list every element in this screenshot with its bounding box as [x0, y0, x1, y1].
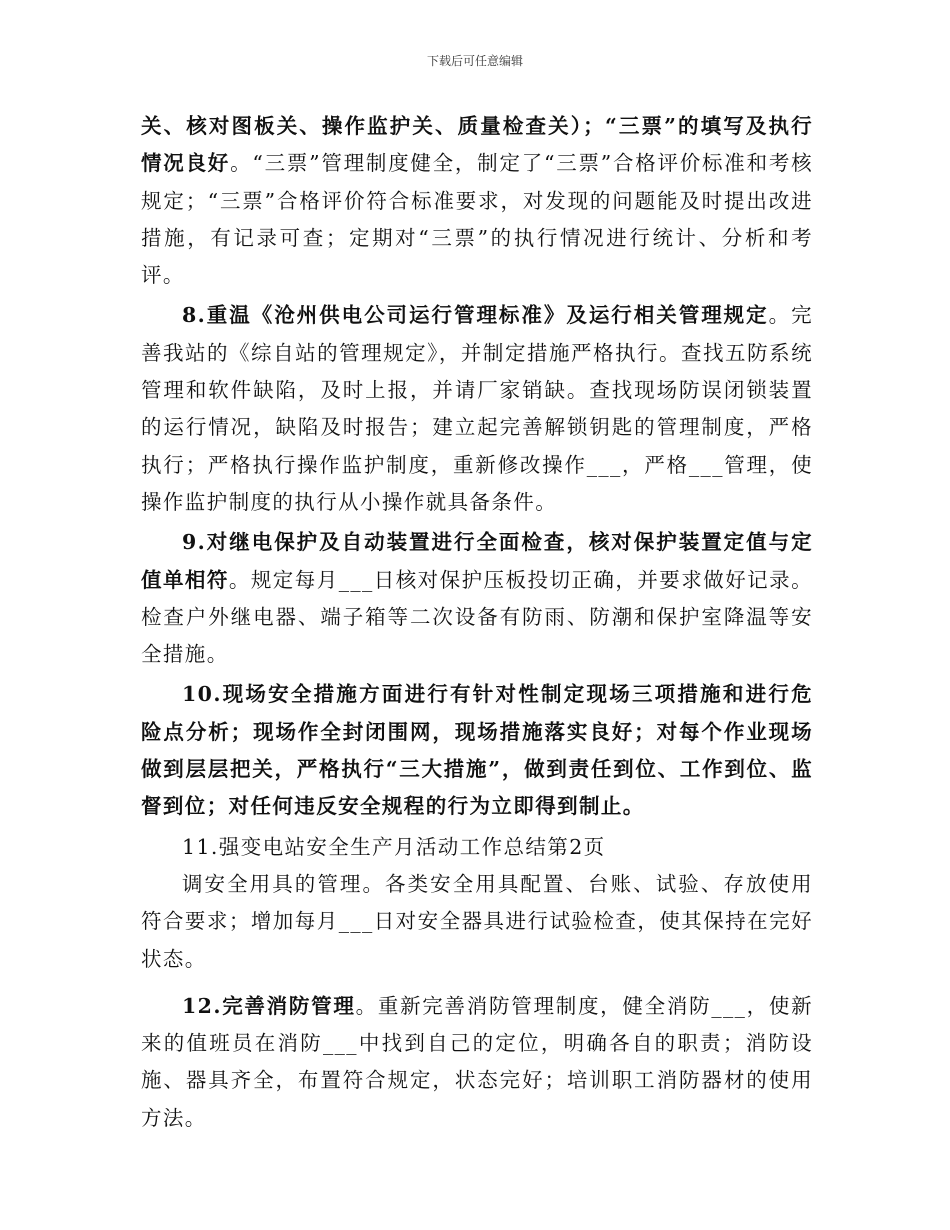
paragraph-text: 。规定每月___日核对保护压板投切正确，并要求做好记录。检查户外继电器、端子箱等二次设备有防雨、防潮和保护室降温等安全措施。: [141, 567, 813, 667]
paragraph-item-11-body: 调安全用具的管理。各类安全用具配置、台账、试验、存放使用符合要求；增加每月___日对安全器具进行试验检查，使其保持在完好状态。: [141, 871, 813, 971]
document-body: [141, 108, 813, 1137]
paragraph-text: 。完善我站的《综自站的管理规定》，并制定措施严格执行。查找五防系统管理和软件缺陷，及时上报，并请厂家销缺。查找现场防误闭锁装置的运行情况，缺陷及时报告；建立起完善解锁钥匙的管理制度，严格执行；严格执行操作监护制度，重新修改操作___，严格___管理，使操作监护制度的执行从小操作就具备条件。: [141, 303, 813, 514]
paragraph-text: 。重新完善消防管理制度，健全消防___，使新来的值班员在消防___中找到自己的定位，明确各自的职责；消防设施、器具齐全，布置符合规定，状态完好；培训职工消防器材的使用方法。: [141, 993, 813, 1130]
paragraph-bold-lead: 8.重温《沧州供电公司运行管理标准》及运行相关管理规定: [182, 303, 769, 328]
paragraph-three-tickets: [141, 108, 813, 294]
paragraph-item-10: [141, 676, 813, 825]
page-header: 下载后可任意编辑: [426, 54, 523, 68]
paragraph-item-12: [141, 988, 813, 1137]
paragraph-item-9: [141, 524, 813, 673]
paragraph-bold-lead: 12.完善消防管理: [182, 993, 356, 1018]
paragraph-text: 。“三票”管理制度健全，制定了“三票”合格评价标准和考核规定；“三票”合格评价符合标准要求，对发现的问题能及时提出改进措施，有记录可查；定期对“三票”的执行情况进行统计、分析和考评。: [141, 151, 813, 288]
paragraph-bold-lead: 关、核对图板关、操作监护关、质量检查关）；“三票”的填写及执行情况良好: [141, 114, 813, 176]
paragraph-item-11-title: 11.强变电站安全生产月活动工作总结第2页: [182, 834, 606, 859]
paragraph-item-8: [141, 297, 813, 521]
paragraph-bold-lead: 10.现场安全措施方面进行有针对性制定现场三项措施和进行危险点分析；现场作全封闭围网，现场措施落实良好；对每个作业现场做到层层把关，严格执行“三大措施”，做到责任到位、工作到位、监督到位；对任何违反安全规程的行为立即得到制止。: [141, 682, 813, 819]
paragraph-bold-lead: 9.对继电保护及自动装置进行全面检查，核对保护装置定值与定值单相符: [141, 530, 813, 592]
